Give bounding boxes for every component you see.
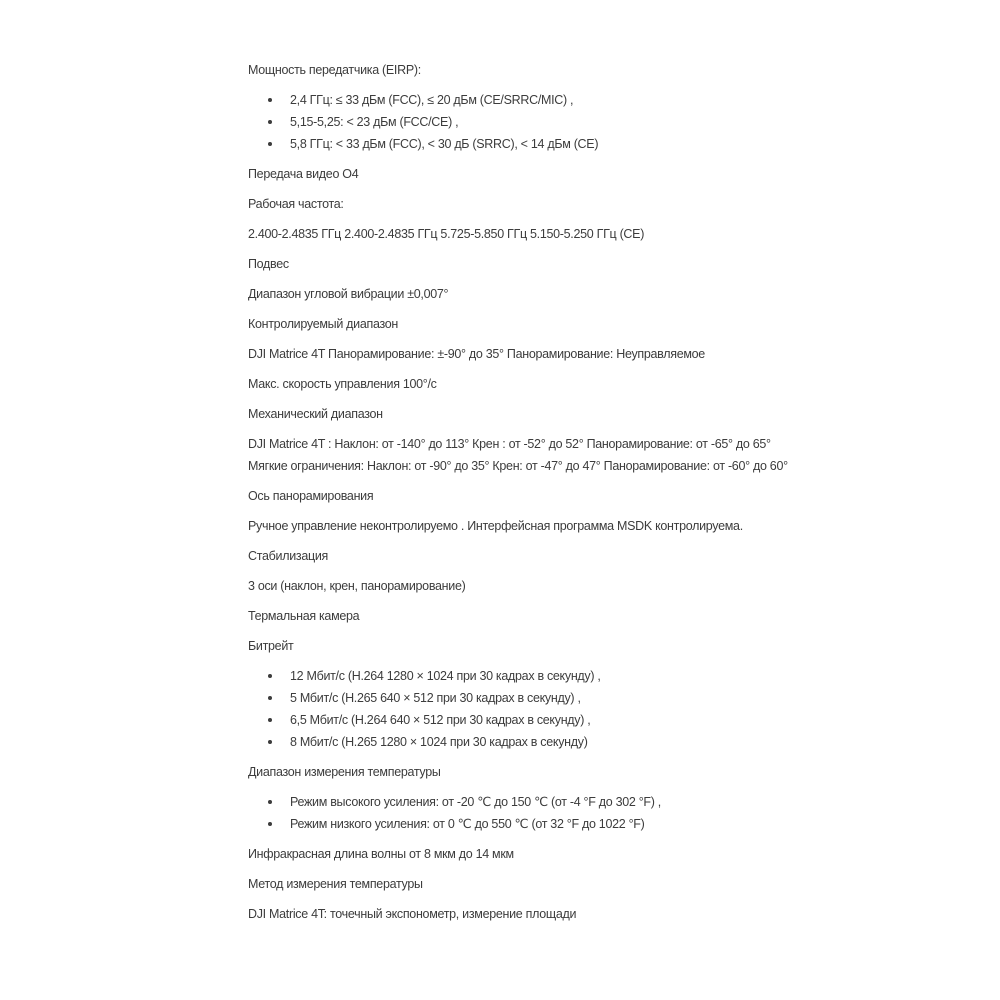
- bullet-item-text: 5 Мбит/с (H.265 640 × 512 при 30 кадрах в секунду) ,: [290, 691, 581, 705]
- bullet-icon: [268, 800, 272, 804]
- bullet-icon: [268, 718, 272, 722]
- bullet-icon: [268, 120, 272, 124]
- bullet-item: [248, 89, 948, 111]
- paragraph: [248, 193, 948, 215]
- paragraph-line: Рабочая частота:: [248, 197, 344, 211]
- paragraph: [248, 843, 948, 865]
- bullet-icon: [268, 696, 272, 700]
- paragraph-line: 2.400-2.4835 ГГц 2.400-2.4835 ГГц 5.725-5.850 ГГц 5.150-5.250 ГГц (CE): [248, 227, 645, 241]
- paragraph: [248, 343, 948, 365]
- paragraph: [248, 433, 948, 477]
- bullet-item-text: Режим низкого усиления: от 0 ℃ до 550 ℃ (от 32 °F до 1022 °F): [290, 817, 645, 831]
- bullet-list: [248, 791, 948, 835]
- paragraph-line: Мощность передатчика (EIRP):: [248, 63, 421, 77]
- bullet-icon: [268, 740, 272, 744]
- paragraph-line: Передача видео O4: [248, 167, 359, 181]
- bullet-icon: [268, 674, 272, 678]
- paragraph-line: Ось панорамирования: [248, 489, 374, 503]
- paragraph: [248, 253, 948, 275]
- paragraph: [248, 605, 948, 627]
- paragraph-line: DJI Matrice 4T Панорамирование: ±-90° до 35° Панорамирование: Неуправляемое: [248, 347, 705, 361]
- paragraph: [248, 635, 948, 657]
- paragraph: [248, 313, 948, 335]
- bullet-item-text: 8 Мбит/с (H.265 1280 × 1024 при 30 кадрах в секунду): [290, 735, 588, 749]
- paragraph-line: Термальная камера: [248, 609, 360, 623]
- paragraph: [248, 903, 948, 925]
- paragraph-line: Ручное управление неконтролируемо . Интерфейсная программа MSDK контролируема.: [248, 519, 743, 533]
- paragraph-line: 3 оси (наклон, крен, панорамирование): [248, 579, 466, 593]
- bullet-item: [248, 709, 948, 731]
- bullet-item-text: 12 Мбит/с (H.264 1280 × 1024 при 30 кадрах в секунду) ,: [290, 669, 601, 683]
- paragraph-line: Диапазон угловой вибрации ±0,007°: [248, 287, 449, 301]
- paragraph: [248, 163, 948, 185]
- bullet-item-text: 2,4 ГГц: ≤ 33 дБм (FCC), ≤ 20 дБм (CE/SRRC/MIC) ,: [290, 93, 574, 107]
- bullet-item: [248, 665, 948, 687]
- paragraph-line: DJI Matrice 4T : Наклон: от -140° до 113° Крен : от -52° до 52° Панорамирование: от -65° до 65°: [248, 437, 771, 451]
- paragraph-line: Контролируемый диапазон: [248, 317, 399, 331]
- paragraph: [248, 761, 948, 783]
- paragraph-line: Подвес: [248, 257, 289, 271]
- bullet-list: [248, 665, 948, 753]
- bullet-item: [248, 731, 948, 753]
- bullet-item-text: 5,8 ГГц: < 33 дБм (FCC), < 30 дБ (SRRC), < 14 дБм (CE): [290, 137, 599, 151]
- bullet-item-text: Режим высокого усиления: от -20 ℃ до 150 ℃ (от -4 °F до 302 °F) ,: [290, 795, 661, 809]
- paragraph: [248, 873, 948, 895]
- bullet-icon: [268, 98, 272, 102]
- paragraph-line: Механический диапазон: [248, 407, 383, 421]
- document-body: [248, 59, 948, 933]
- paragraph: [248, 373, 948, 395]
- paragraph: [248, 59, 948, 81]
- paragraph-line: Мягкие ограничения: Наклон: от -90° до 35° Крен: от -47° до 47° Панорамирование: от -60° до 60°: [248, 459, 788, 473]
- paragraph-line: Диапазон измерения температуры: [248, 765, 441, 779]
- paragraph: [248, 515, 948, 537]
- bullet-icon: [268, 822, 272, 826]
- paragraph: [248, 403, 948, 425]
- bullet-item: [248, 687, 948, 709]
- paragraph: [248, 485, 948, 507]
- bullet-item: [248, 791, 948, 813]
- paragraph: [248, 545, 948, 567]
- bullet-item-text: 5,15-5,25: < 23 дБм (FCC/CE) ,: [290, 115, 459, 129]
- bullet-item-text: 6,5 Мбит/с (H.264 640 × 512 при 30 кадрах в секунду) ,: [290, 713, 591, 727]
- paragraph-line: Метод измерения температуры: [248, 877, 423, 891]
- paragraph: [248, 575, 948, 597]
- paragraph-line: DJI Matrice 4T: точечный экспонометр, измерение площади: [248, 907, 577, 921]
- bullet-item: [248, 813, 948, 835]
- paragraph-line: Стабилизация: [248, 549, 328, 563]
- bullet-item: [248, 111, 948, 133]
- paragraph: [248, 283, 948, 305]
- bullet-item: [248, 133, 948, 155]
- bullet-icon: [268, 142, 272, 146]
- paragraph-line: Макс. скорость управления 100°/с: [248, 377, 437, 391]
- paragraph-line: Битрейт: [248, 639, 294, 653]
- paragraph: [248, 223, 948, 245]
- bullet-list: [248, 89, 948, 155]
- paragraph-line: Инфракрасная длина волны от 8 мкм до 14 мкм: [248, 847, 514, 861]
